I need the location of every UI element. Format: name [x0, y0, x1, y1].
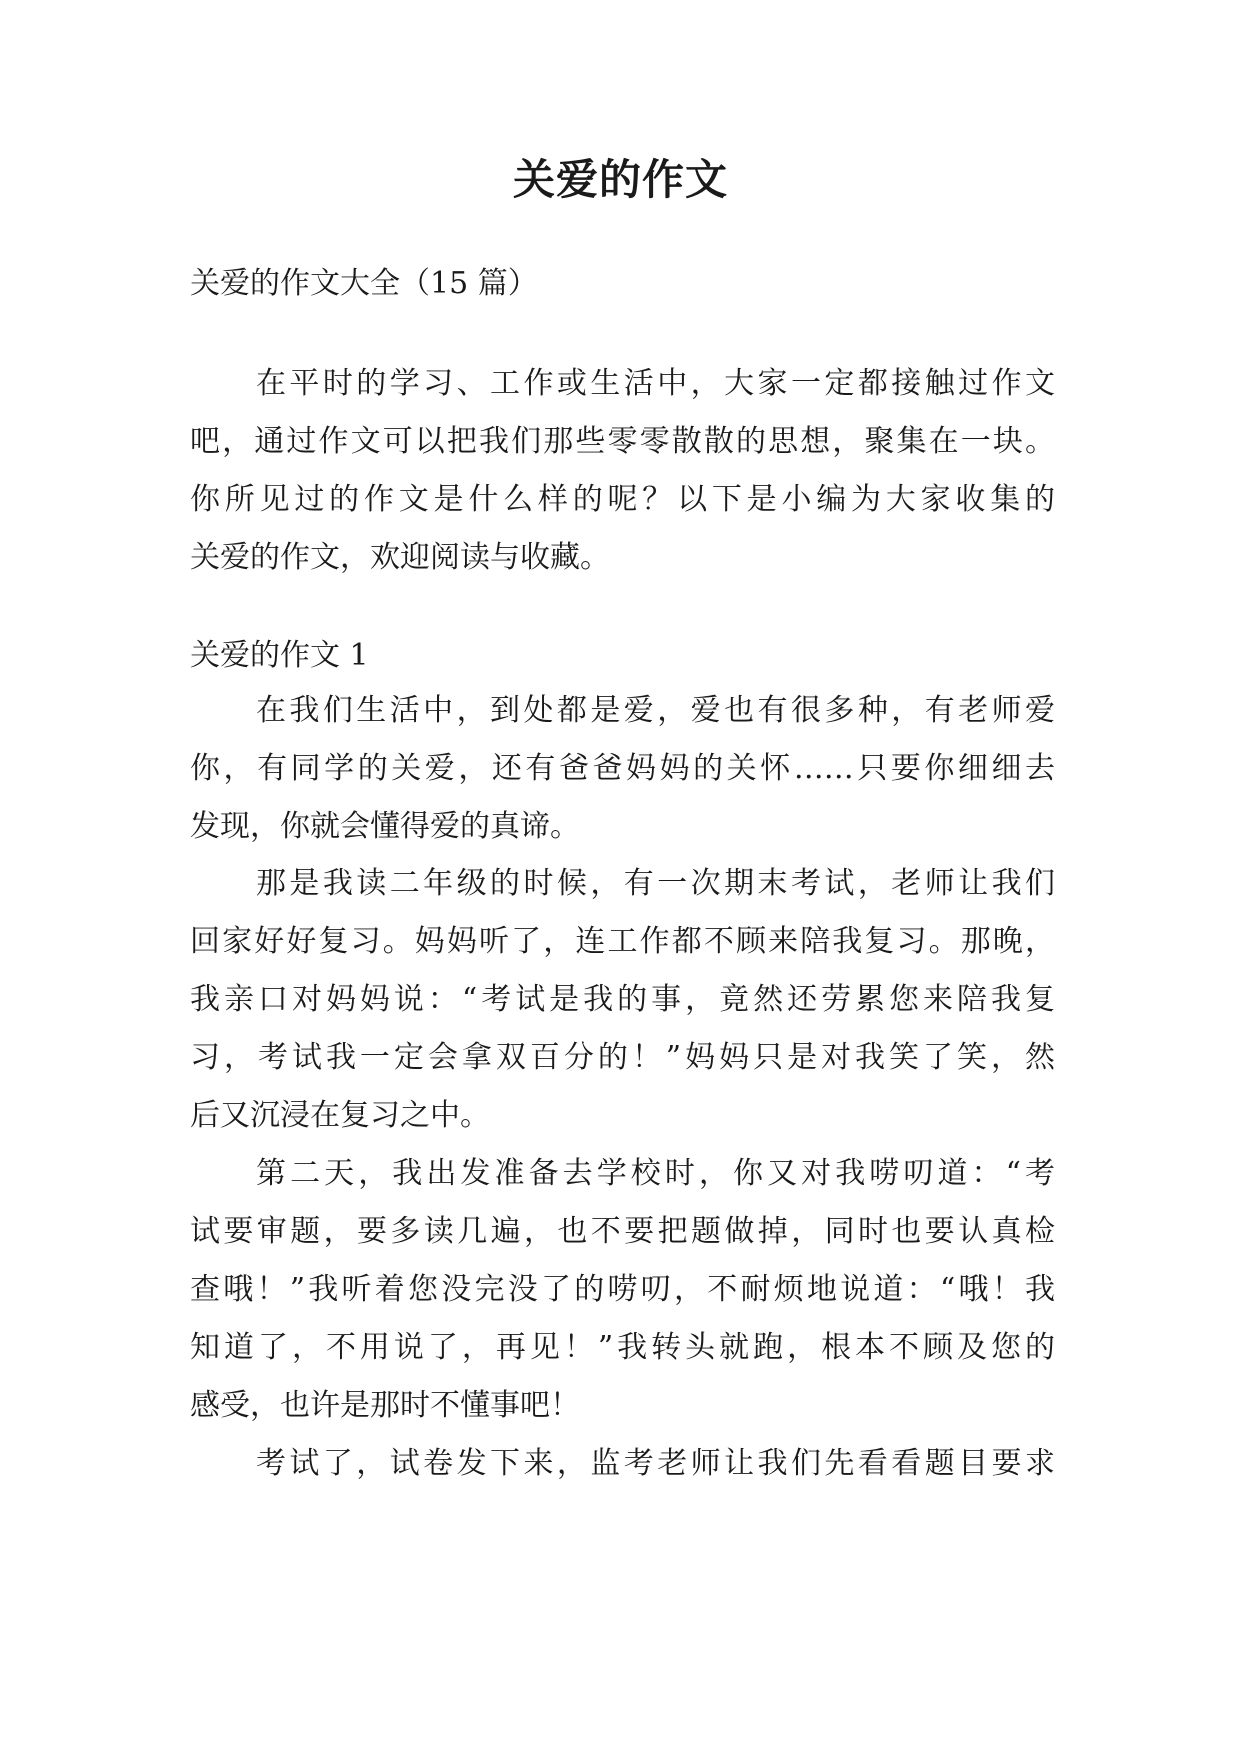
- section-heading: 关爱的作文 1: [190, 638, 369, 673]
- paragraph-line: 在我们生活中，到处都是爱，爱也有很多种，有老师爱: [256, 693, 1055, 728]
- document-subtitle: 关爱的作文大全（15 篇）: [190, 266, 538, 301]
- paragraph-line: 查哦！”我听着您没完没了的唠叨，不耐烦地说道：“哦！我: [190, 1272, 1055, 1307]
- paragraph-line: 知道了，不用说了，再见！”我转头就跑，根本不顾及您的: [190, 1330, 1055, 1365]
- paragraph-line: 试要审题，要多读几遍，也不要把题做掉，同时也要认真检: [190, 1214, 1055, 1249]
- intro-line: 吧，通过作文可以把我们那些零零散散的思想，聚集在一块。: [190, 424, 1055, 459]
- intro-line: 关爱的作文，欢迎阅读与收藏。: [190, 540, 610, 575]
- paragraph-line: 你，有同学的关爱，还有爸爸妈妈的关怀……只要你细细去: [190, 751, 1055, 786]
- paragraph-line: 我亲口对妈妈说：“考试是我的事，竟然还劳累您来陪我复: [190, 982, 1055, 1017]
- paragraph-line: 后又沉浸在复习之中。: [190, 1098, 490, 1133]
- paragraph-line: 感受，也许是那时不懂事吧！: [190, 1388, 580, 1423]
- paragraph-line: 发现，你就会懂得爱的真谛。: [190, 809, 580, 844]
- paragraph-line: 第二天，我出发准备去学校时，你又对我唠叨道：“考: [256, 1156, 1055, 1191]
- document-title: 关爱的作文: [512, 155, 728, 204]
- paragraph-line: 那是我读二年级的时候，有一次期末考试，老师让我们: [256, 866, 1055, 901]
- intro-line: 你所见过的作文是什么样的呢？以下是小编为大家收集的: [190, 482, 1055, 517]
- paragraph-line: 回家好好复习。妈妈听了，连工作都不顾来陪我复习。那晚，: [190, 924, 1055, 959]
- paragraph-line: 考试了，试卷发下来，监考老师让我们先看看题目要求: [256, 1446, 1055, 1481]
- intro-line: 在平时的学习、工作或生活中，大家一定都接触过作文: [256, 366, 1055, 401]
- paragraph-line: 习，考试我一定会拿双百分的！”妈妈只是对我笑了笑，然: [190, 1040, 1055, 1075]
